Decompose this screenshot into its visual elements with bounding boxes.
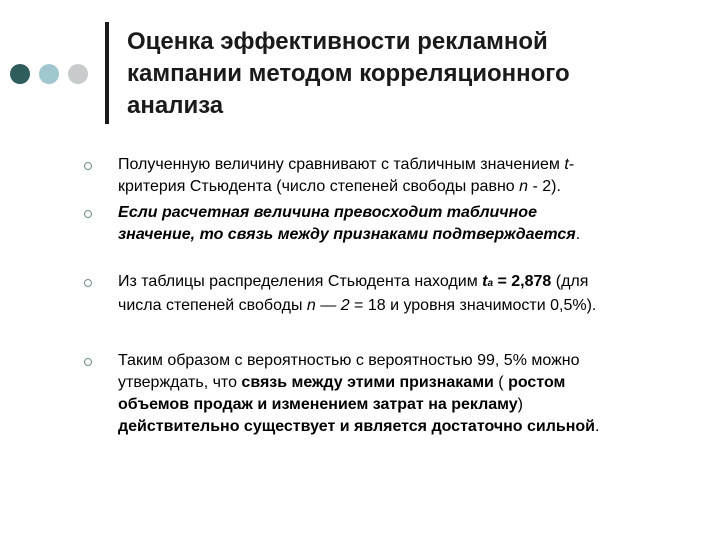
title-divider xyxy=(105,22,109,124)
text-line xyxy=(118,416,683,438)
text-line xyxy=(118,394,683,416)
text-run-bold-italic: t xyxy=(482,273,488,290)
bullet-circle-icon xyxy=(84,358,92,366)
text-line xyxy=(118,372,683,394)
text-run-italic: t xyxy=(564,156,569,173)
title-line-2: кампании методом корреляционного xyxy=(127,60,570,87)
text-run-bold: = 2,878 xyxy=(493,273,552,290)
text-line xyxy=(118,295,683,317)
slide-title xyxy=(127,26,712,122)
text-run: утверждать, что xyxy=(118,374,242,391)
subscript: а xyxy=(487,278,494,289)
text-run: (для xyxy=(551,273,589,290)
text-run: = 18 и уровня значимости 0,5%). xyxy=(349,297,597,314)
text-run: числа степеней свободы xyxy=(118,297,307,314)
text-run: ( xyxy=(493,374,509,391)
text-run-bold: ростом xyxy=(508,374,566,391)
text-run: . xyxy=(575,226,581,243)
bullet-text xyxy=(118,350,683,438)
bullet-text xyxy=(118,271,683,317)
bullet-text xyxy=(118,202,683,246)
decorative-dots xyxy=(10,64,97,84)
text-run-bold: связь между этими признаками xyxy=(241,374,494,391)
text-line xyxy=(118,271,683,295)
dark-dot-icon xyxy=(10,64,30,84)
bullet-circle-icon xyxy=(84,279,92,287)
text-run: ) xyxy=(517,396,523,413)
text-run-bold: объемов продаж и изменением затрат на рекламу xyxy=(118,396,518,413)
gray-dot-icon xyxy=(68,64,88,84)
text-line xyxy=(118,224,683,246)
bullet-circle-icon xyxy=(84,162,92,170)
text-run-bold: действительно существует и является достаточно сильной xyxy=(118,418,595,435)
text-run: - xyxy=(568,156,575,173)
bullet-circle-icon xyxy=(84,210,92,218)
text-run-italic: 2 xyxy=(340,297,350,314)
text-run: — xyxy=(315,297,341,314)
text-line xyxy=(118,154,683,176)
text-run: критерия Стьюдента (число степеней свободы равно xyxy=(118,178,520,195)
text-run-italic: n xyxy=(519,178,529,195)
text-line: Если расчетная величина превосходит табличное xyxy=(118,204,537,221)
text-run-bold-italic: значение, то связь между признаками подтверждается xyxy=(118,226,576,243)
light-blue-dot-icon xyxy=(39,64,59,84)
text-run: Из таблицы распределения Стьюдента находим xyxy=(118,273,483,290)
text-line: Таким образом с вероятностью с вероятностью 99, 5% можно xyxy=(118,352,580,369)
text-run: - 2). xyxy=(528,178,561,195)
text-run: . xyxy=(595,418,600,435)
bullet-text xyxy=(118,154,683,198)
text-run-italic: n xyxy=(306,297,316,314)
title-line-3: анализа xyxy=(127,92,224,119)
title-line-1: Оценка эффективности рекламной xyxy=(127,28,548,55)
text-run: Полученную величину сравнивают с табличным значением xyxy=(118,156,565,173)
text-line xyxy=(118,176,683,198)
